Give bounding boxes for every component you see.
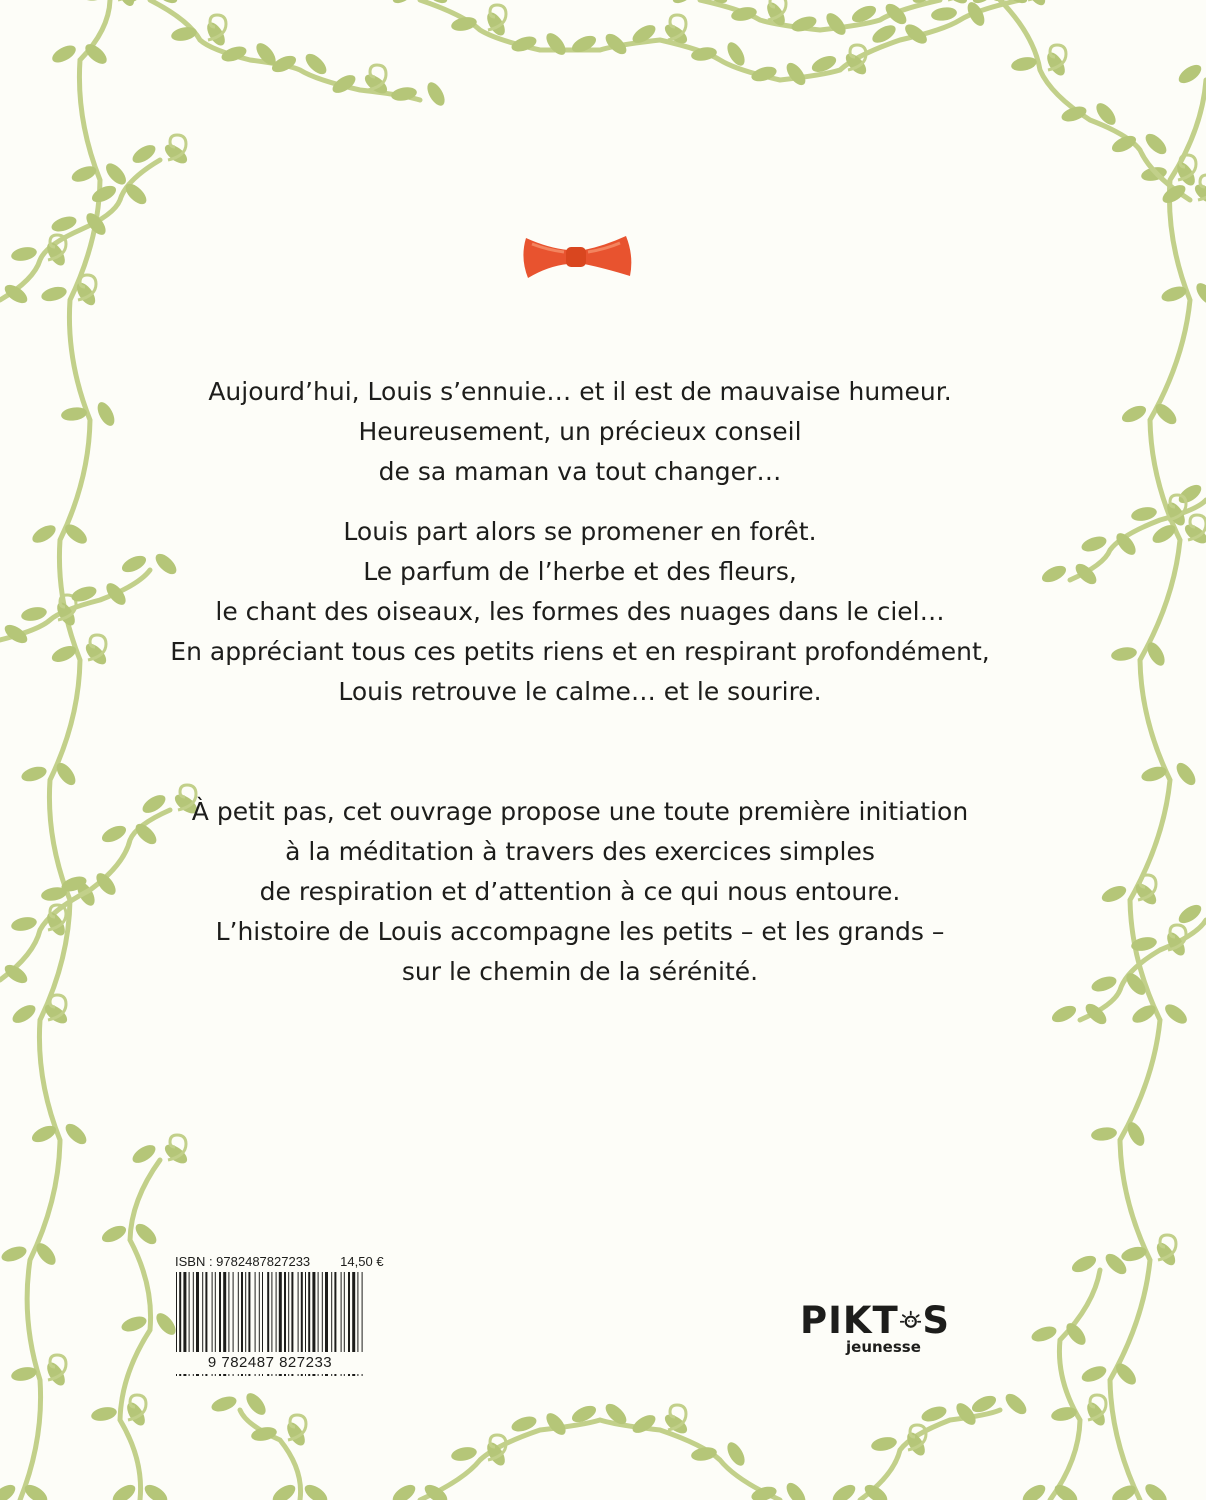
isbn-price-line: [175, 1254, 385, 1269]
bowtie-icon: [518, 234, 634, 280]
barcode-number: 9 782487 827233: [165, 1352, 375, 1374]
blurb-line: de respiration et d’attention à ce qui nous entoure.: [259, 877, 901, 906]
blurb-paragraph-2: [150, 512, 1010, 712]
blurb-line: À petit pas, cet ouvrage propose une toute première initiation: [191, 797, 969, 826]
price-label: 14,50 €: [340, 1254, 384, 1269]
blurb-line: à la méditation à travers des exercices simples: [285, 837, 875, 866]
blurb-line: le chant des oiseaux, les formes des nuages dans le ciel…: [215, 597, 945, 626]
publisher-logo: [800, 1300, 950, 1370]
blurb-paragraph-1: [150, 372, 1010, 492]
blurb-line: Louis part alors se promener en forêt.: [343, 517, 817, 546]
publisher-name-part1: PIKT: [800, 1299, 899, 1342]
publisher-sub: jeunesse: [846, 1338, 921, 1356]
blurb-line: de sa maman va tout changer…: [378, 457, 782, 486]
blurb-line: Aujourd’hui, Louis s’ennuie… et il est de mauvaise humeur.: [208, 377, 952, 406]
sun-icon: [900, 1306, 922, 1336]
blurb-line: Louis retrouve le calme… et le sourire.: [338, 677, 822, 706]
blurb-line: Heureusement, un précieux conseil: [358, 417, 802, 446]
blurb-paragraph-3: [150, 792, 1010, 992]
publisher-name-part2: S: [922, 1299, 950, 1342]
isbn-label: ISBN : 9782487827233: [175, 1254, 311, 1269]
blurb-line: L’histoire de Louis accompagne les petits – et les grands –: [215, 917, 945, 946]
blurb-line: sur le chemin de la sérénité.: [401, 957, 759, 986]
blurb-line: En appréciant tous ces petits riens et en respirant profondément,: [170, 637, 990, 666]
blurb-line: Le parfum de l’herbe et des fleurs,: [363, 557, 797, 586]
